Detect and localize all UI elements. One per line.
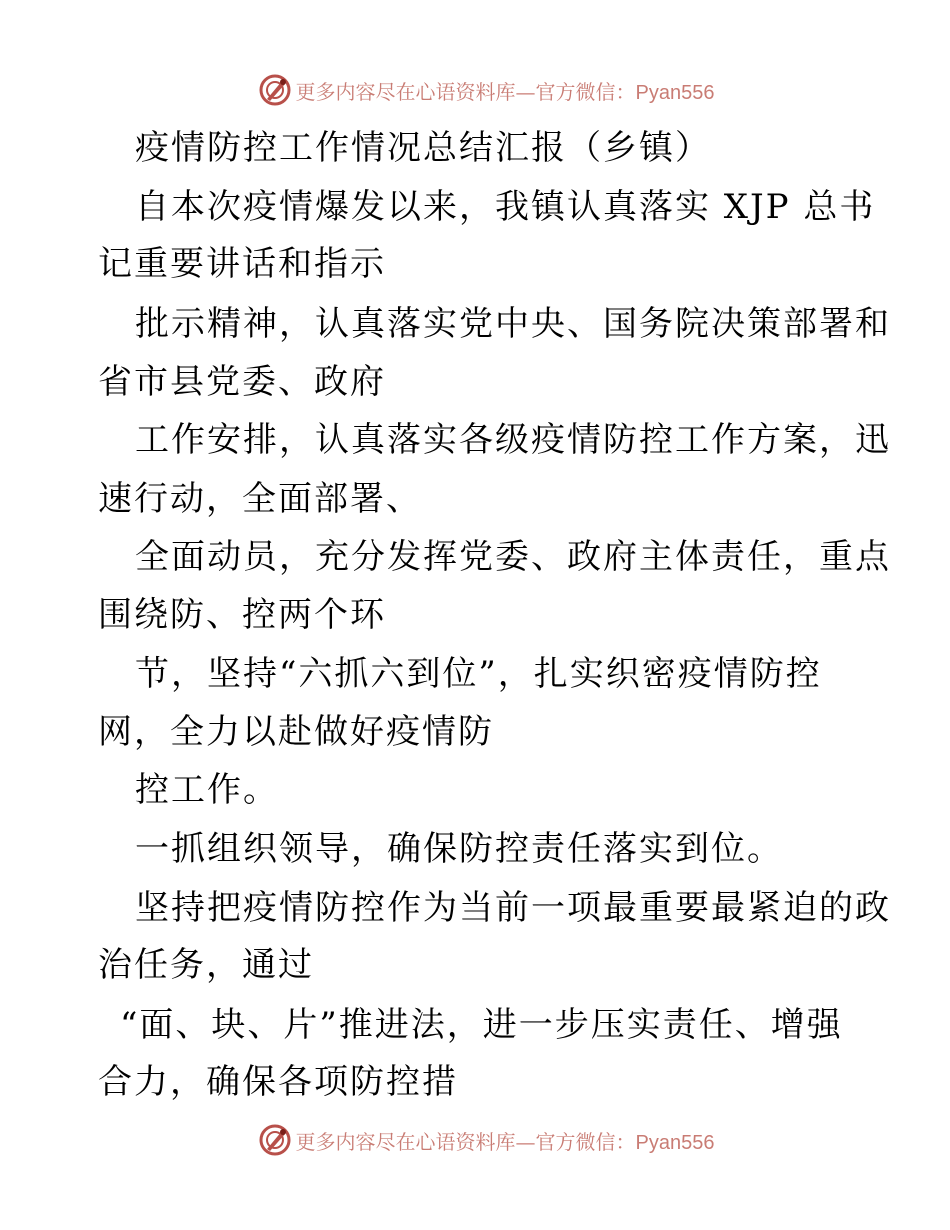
paragraph-line: 围绕防、控两个环	[98, 595, 386, 635]
paragraph-line: 治任务，通过	[98, 945, 314, 985]
watermark-text: 更多内容尽在心语资料库—官方微信：Pyan556	[295, 1129, 715, 1154]
paragraph-line: 工作安排，认真落实各级疫情防控工作方案，迅	[135, 420, 891, 460]
paragraph-line: 坚持把疫情防控作为当前一项最重要最紧迫的政	[135, 888, 891, 928]
paragraph-line: 网，全力以赴做好疫情防	[98, 712, 494, 752]
logo-seal-icon	[258, 1123, 292, 1157]
paragraph-line: 批示精神，认真落实党中央、国务院决策部署和	[135, 304, 891, 344]
wechat-id: Pyan556	[635, 81, 715, 104]
section-heading: 一抓组织领导，确保防控责任落实到位。	[135, 829, 783, 869]
paragraph-line: 省市县党委、政府	[98, 362, 386, 402]
paragraph-line: 节，坚持“六抓六到位”，扎实织密疫情防控	[135, 654, 822, 694]
watermark-text: 更多内容尽在心语资料库—官方微信：Pyan556	[295, 79, 715, 104]
doc-title: 疫情防控工作情况总结汇报（乡镇）	[135, 128, 711, 168]
paragraph-line: “面、块、片”推进法，进一步压实责任、增强	[120, 1005, 843, 1045]
wechat-id: Pyan556	[635, 1131, 715, 1154]
header-watermark-banner	[0, 68, 950, 112]
paragraph-line: 速行动，全面部署、	[98, 479, 422, 519]
paragraph-line: 记重要讲话和指示	[98, 244, 386, 284]
paragraph-line: 控工作。	[135, 770, 279, 810]
paragraph-line: 全面动员，充分发挥党委、政府主体责任，重点	[135, 537, 891, 577]
paragraph-line: 合力，确保各项防控措	[98, 1062, 458, 1102]
footer-watermark-banner	[0, 1118, 950, 1162]
logo-seal-icon	[258, 73, 292, 107]
paragraph-line: 自本次疫情爆发以来，我镇认真落实 XJP 总书	[135, 187, 876, 227]
